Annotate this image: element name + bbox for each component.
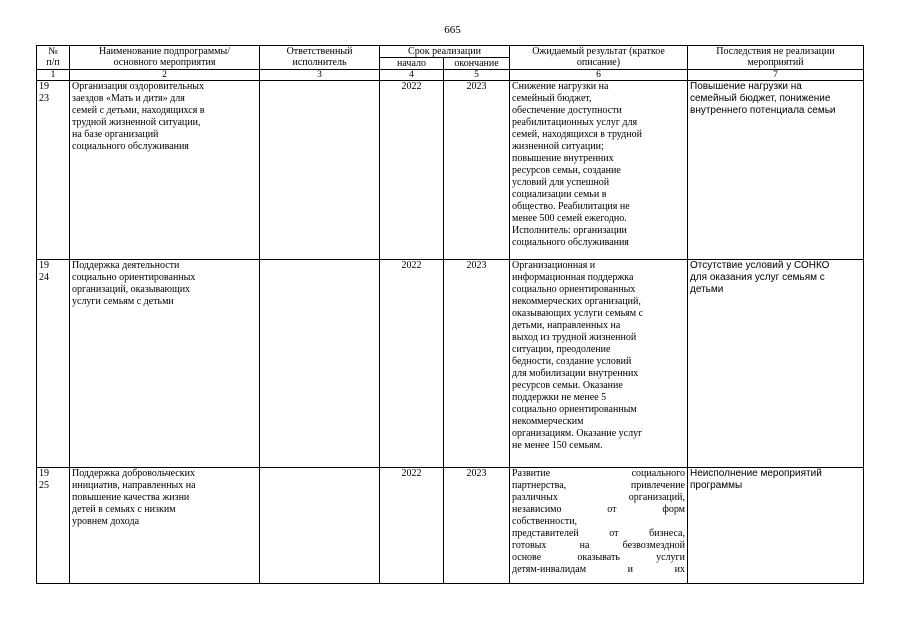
row-number: 19 25 bbox=[37, 468, 70, 584]
result-line: Развитие социального bbox=[512, 468, 685, 479]
header-term-start: начало bbox=[380, 58, 444, 70]
result-line: партнерства, привлечение bbox=[512, 480, 685, 491]
table-row bbox=[37, 260, 864, 468]
result-line: представителей от бизнеса, bbox=[512, 528, 685, 539]
result-line: готовых на безвозмездной bbox=[512, 540, 685, 551]
table-row bbox=[37, 468, 864, 584]
header-consequences: Последствия не реализации мероприятий bbox=[688, 46, 864, 70]
result-line: детям-инвалидам и их bbox=[512, 564, 685, 575]
col-number: 1 bbox=[37, 70, 70, 81]
col-number: 4 bbox=[380, 70, 444, 81]
responsible-executor bbox=[260, 260, 380, 468]
col-number: 2 bbox=[70, 70, 260, 81]
responsible-executor bbox=[260, 468, 380, 584]
term-end: 2023 bbox=[444, 81, 510, 260]
consequences: Отсутствие условий у СОНКО для оказания услуг семьям с детьми bbox=[688, 260, 864, 468]
term-end: 2023 bbox=[444, 260, 510, 468]
header-term: Срок реализации bbox=[380, 46, 510, 58]
header-name: Наименование подпрограммы/ основного мероприятия bbox=[70, 46, 260, 70]
program-table bbox=[36, 45, 864, 584]
result-line: собственности, bbox=[512, 516, 578, 527]
result-line: основе оказывать услуги bbox=[512, 552, 685, 563]
header-num: № п/п bbox=[37, 46, 70, 70]
header-row bbox=[37, 46, 864, 58]
term-end: 2023 bbox=[444, 468, 510, 584]
result-line: различных организаций, bbox=[512, 492, 685, 503]
header-result: Ожидаемый результат (краткое описание) bbox=[510, 46, 688, 70]
responsible-executor bbox=[260, 81, 380, 260]
activity-name: Поддержка деятельности социально ориентированных организаций, оказывающих услуги семьям с детьми bbox=[70, 260, 260, 468]
header-responsible: Ответственный исполнитель bbox=[260, 46, 380, 70]
activity-name: Организация оздоровительных заездов «Мать и дитя» для семей с детьми, находящихся в трудной жизненной ситуации, на базе организаций социального обслуживания bbox=[70, 81, 260, 260]
consequences: Повышение нагрузки на семейный бюджет, понижение внутреннего потенциала семьи bbox=[688, 81, 864, 260]
page-number: 665 bbox=[444, 24, 461, 36]
expected-result bbox=[510, 468, 688, 584]
activity-name: Поддержка добровольческих инициатив, направленных на повышение качества жизни детей в семьях с низким уровнем дохода bbox=[70, 468, 260, 584]
term-start: 2022 bbox=[380, 260, 444, 468]
expected-result: Снижение нагрузки на семейный бюджет, обеспечение доступности реабилитационных услуг для семей, находящихся в трудной жизненной ситуации; повышение внутренних ресурсов семьи, создание условий для успешной социализации семьи в общество. Реабилитация не менее 500 семей ежегодно. Исполнитель: организации социального обслуживания bbox=[510, 81, 688, 260]
col-number: 3 bbox=[260, 70, 380, 81]
row-number: 19 24 bbox=[37, 260, 70, 468]
term-start: 2022 bbox=[380, 468, 444, 584]
row-number: 19 23 bbox=[37, 81, 70, 260]
header-term-end: окончание bbox=[444, 58, 510, 70]
term-start: 2022 bbox=[380, 81, 444, 260]
consequences: Неисполнение мероприятий программы bbox=[688, 468, 864, 584]
expected-result: Организационная и информационная поддержка социально ориентированных некоммерческих организаций, оказывающих услуги семьям с детьми, направленных на выход из трудной жизненной ситуации, преодоление бедности, создание условий для мобилизации внутренних ресурсов семьи. Оказание поддержки не менее 5 социально ориентированным некоммерческим организациям. Оказание услуг не менее 150 семьям. bbox=[510, 260, 688, 468]
col-number: 6 bbox=[510, 70, 688, 81]
result-line: независимо от форм bbox=[512, 504, 685, 515]
column-number-row bbox=[37, 70, 864, 81]
table-row bbox=[37, 81, 864, 260]
col-number: 5 bbox=[444, 70, 510, 81]
col-number: 7 bbox=[688, 70, 864, 81]
